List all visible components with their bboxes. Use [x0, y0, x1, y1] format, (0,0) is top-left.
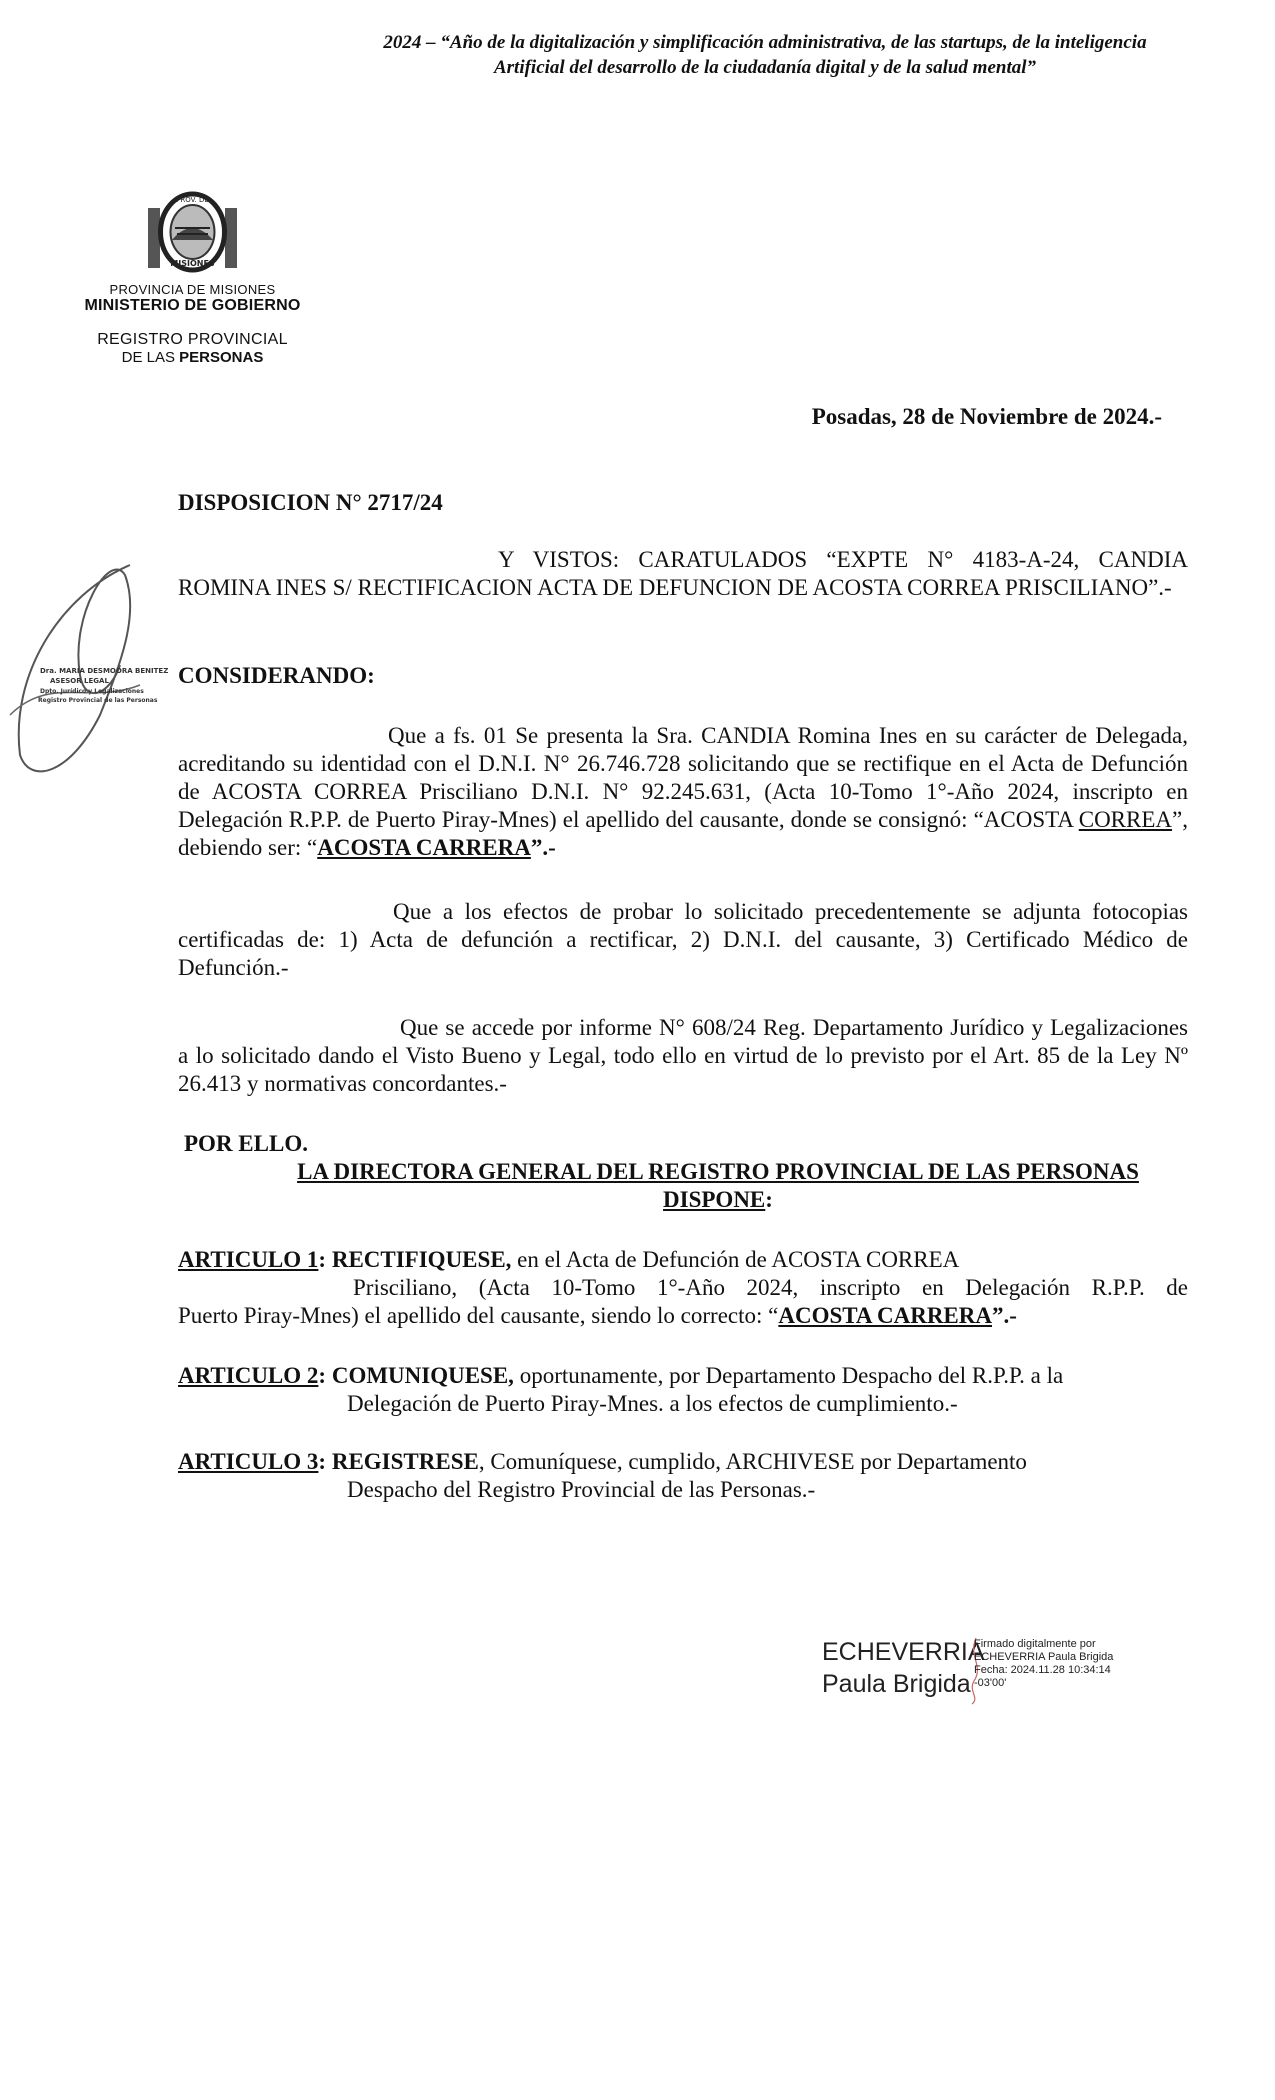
coat-of-arms-seal — [145, 188, 240, 276]
logo-registry-sub: DE LAS PERSONAS — [121, 349, 264, 366]
vistos-line-1: Y VISTOS: CARATULADOS “EXPTE N° 4183-A-24, CANDIA — [498, 547, 1188, 572]
por-ello: POR ELLO. — [184, 1131, 308, 1156]
signature-caption-4: -03'00' — [974, 1677, 1007, 1689]
svg-text:Registro Provincial de las Per: Registro Provincial de las Personas — [38, 697, 158, 704]
logo-registry: REGISTRO PROVINCIAL — [97, 331, 288, 348]
vistos-paragraph — [178, 546, 1188, 602]
considerando-paragraph-1: Que a fs. 01 Se presenta la Sra. CANDIA Romina Ines en su carácter de Delegada, acreditando su identidad con el D.N.I. N° 26.746.728 solicitando que se rectifique en el Acta de Defunción de ACOSTA CORREA Prisciliano D.N.I. N° 92.245.631, (Acta 10-Tomo 1°-Año 2024, inscripto en Delegación R.P.P. de Puerto Piray-Mnes) el apellido del causante, donde se consignó: “ACOSTA CORREA”, debiendo ser: “ACOSTA CARRERA”.- — [178, 723, 1188, 860]
motto-line-2: Artificial del desarrollo de la ciudadanía digital y de la salud mental” — [493, 57, 1037, 78]
motto-line-1: 2024 – “Año de la digitalización y simplificación administrativa, de las startups, de la inteligencia — [383, 32, 1147, 53]
signature-caption-2: ECHEVERRIA Paula Brigida — [974, 1651, 1114, 1663]
signature-caption-3: Fecha: 2024.11.28 10:34:14 — [974, 1664, 1111, 1676]
articulo-1: ARTICULO 1: RECTIFIQUESE, en el Acta de Defunción de ACOSTA CORREA Prisciliano, (Acta 10-Tomo 1°-Año 2024, inscripto en Delegación R.P.P. de Puerto Piray-Mnes) el apellido del causante, siendo lo correcto: “ACOSTA CARRERA”.- — [178, 1247, 1188, 1328]
logo-ministry: MINISTERIO DE GOBIERNO — [84, 297, 301, 314]
articulo-2: ARTICULO 2: COMUNIQUESE, oportunamente, por Departamento Despacho del R.P.P. a la Delegación de Puerto Piray-Mnes. a los efectos de cumplimiento.- — [178, 1363, 1064, 1416]
svg-text:MISIONES: MISIONES — [170, 259, 215, 268]
considerando-paragraph-2: Que a los efectos de probar lo solicitado precedentemente se adjunta fotocopias certificadas de: 1) Acta de defunción a rectificar, 2) D.N.I. del causante, 3) Certificado Médico de Defunción.- — [178, 899, 1188, 980]
svg-text:Dra. MARIA DESMOORA BENITEZ: Dra. MARIA DESMOORA BENITEZ — [40, 667, 169, 675]
vistos-rest: ROMINA INES S/ RECTIFICACION ACTA DE DEFUNCION DE ACOSTA CORREA PRISCILIANO”.- — [178, 575, 1172, 600]
signature-caption-1: Firmado digitalmente por — [974, 1638, 1096, 1650]
considerando-paragraph-3: Que se accede por informe N° 608/24 Reg. Departamento Jurídico y Legalizaciones a lo solicitado dando el Visto Bueno y Legal, todo ello en virtud de lo previsto por el Art. 85 de la Ley Nº 26.413 y normativas concordantes.- — [178, 1015, 1188, 1096]
svg-text:ASESOR LEGAL: ASESOR LEGAL — [50, 677, 109, 685]
disposition-number: DISPOSICION N° 2717/24 — [178, 490, 443, 515]
side-signature-stamp — [0, 555, 180, 795]
articulo-3: ARTICULO 3: REGISTRESE, Comuníquese, cumplido, ARCHIVESE por Departamento Despacho del Registro Provincial de las Personas.- — [178, 1449, 1027, 1502]
ministry-logo — [75, 278, 310, 366]
document-date: Posadas, 28 de Noviembre de 2024.- — [811, 404, 1162, 429]
svg-text:Dpto. Jurídico y Legalizacione: Dpto. Jurídico y Legalizaciones — [40, 688, 144, 695]
seal-text: PROV. DE — [176, 196, 209, 204]
directora-heading: LA DIRECTORA GENERAL DEL REGISTRO PROVINCIAL DE LAS PERSONAS DISPONE: — [297, 1159, 1139, 1212]
considerando-heading: CONSIDERANDO: — [178, 663, 375, 688]
signer-surname: ECHEVERRIA — [822, 1638, 985, 1666]
logo-province: PROVINCIA DE MISIONES — [109, 282, 276, 297]
signer-given-names: Paula Brigida — [822, 1670, 971, 1698]
header-motto — [330, 30, 1200, 80]
